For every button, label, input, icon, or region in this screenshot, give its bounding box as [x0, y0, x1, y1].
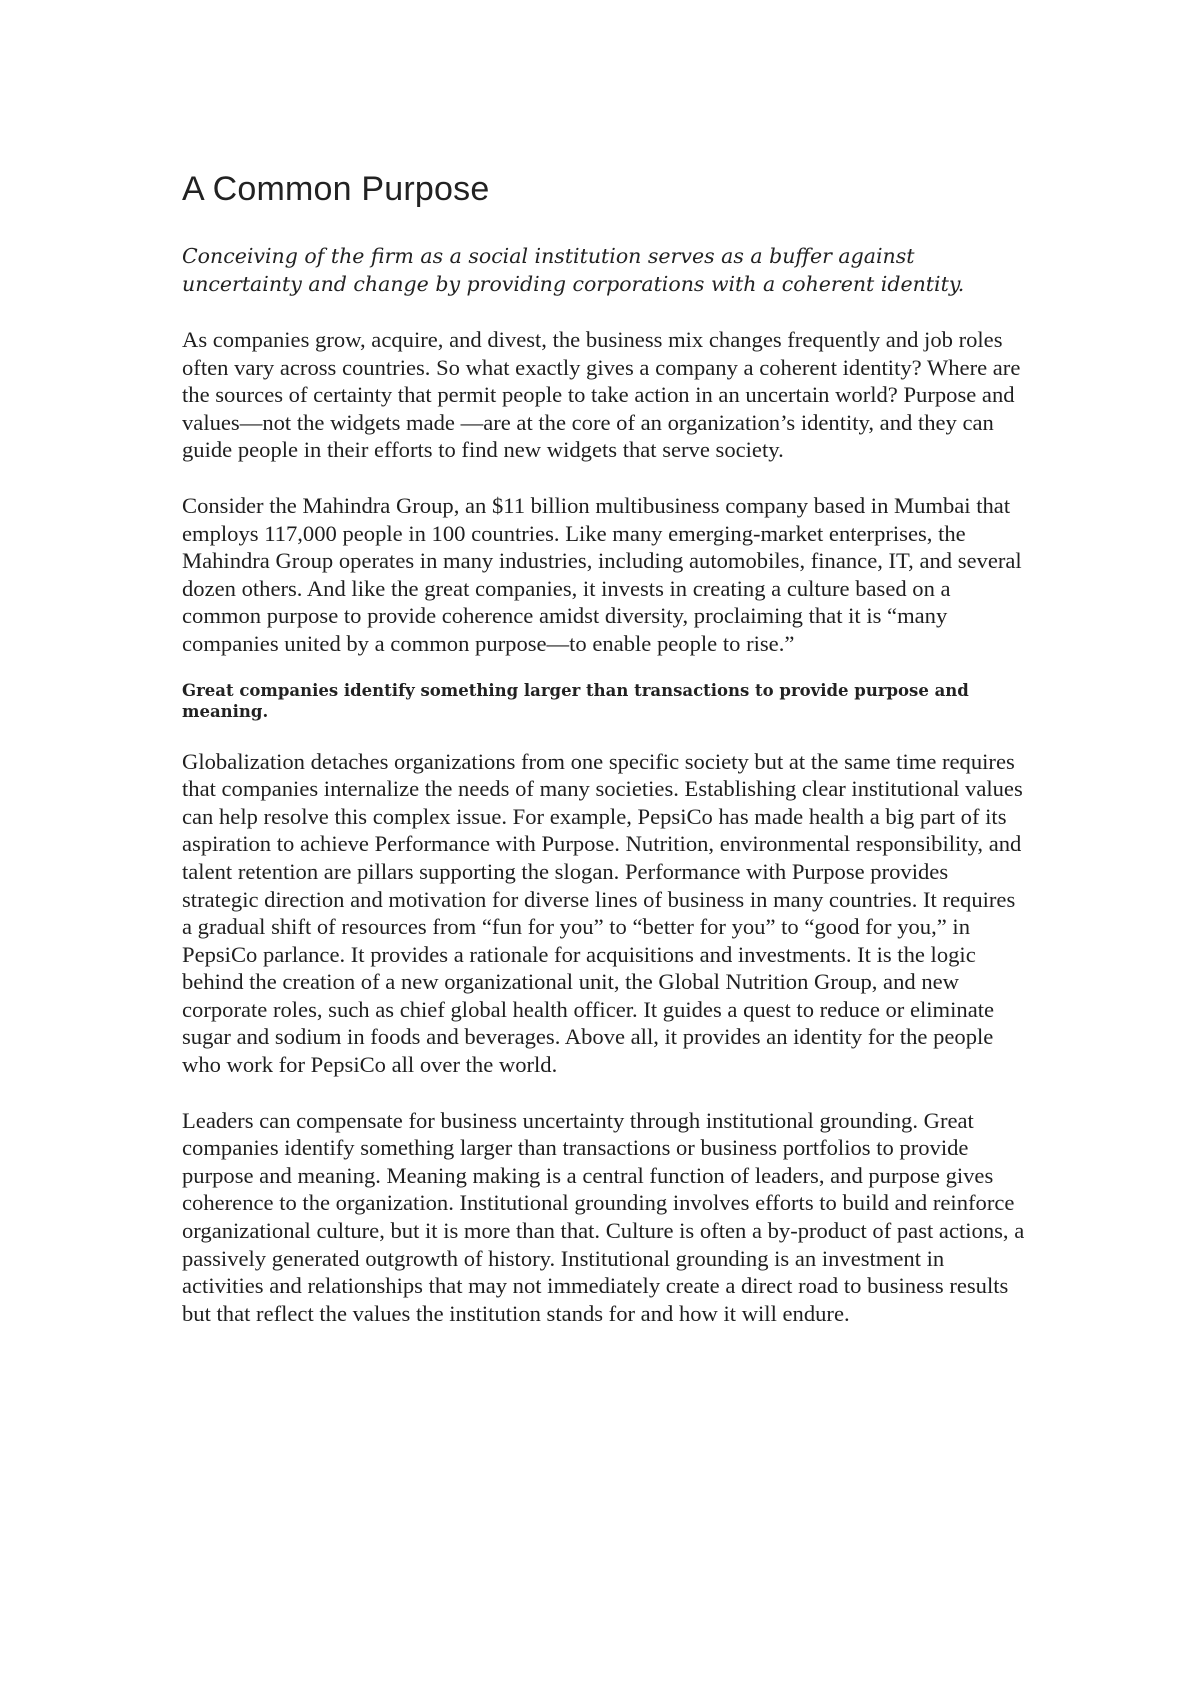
body-paragraph-4: Leaders can compensate for business uncertainty through institutional grounding. Great companies identify something larger than transactions or business portfolios to provide purpose and meaning. Meaning making is a central function of leaders, and purpose gives coherence to the organization. Institutional grounding involves efforts to build and reinforce organizational culture, but it is more than that. Culture is often a by-product of past actions, a passively generated outgrowth of history. Institutional grounding is an investment in activities and relationships that may not immediately create a direct road to business results but that reflect the values the institution stands for and how it will endure. [182, 1107, 1025, 1326]
pull-quote: Great companies identify something larger than transactions to provide purpose and meaning. [182, 680, 969, 721]
body-paragraph-1: As companies grow, acquire, and divest, the business mix changes frequently and job roles often vary across countries. So what exactly gives a company a coherent identity? Where are the sources of certainty that permit people to take action in an uncertain world? Purpose and values—not the widgets made —are at the core of an organization’s identity, and they can guide people in their efforts to find new widgets that serve society. [182, 327, 1021, 463]
body-paragraph-3: Globalization detaches organizations from one specific society but at the same time requires that companies internalize the needs of many societies. Establishing clear institutional values can help resolve this complex issue. For example, PepsiCo has made health a big part of its aspiration to achieve Performance with Purpose. Nutrition, environmental responsibility, and talent retention are pillars supporting the slogan. Performance with Purpose provides strategic direction and motivation for diverse lines of business in many countries. It requires a gradual shift of resources from “fun for you” to “better for you” to “good for you,” in PepsiCo parlance. It provides a rationale for acquisitions and investments. It is the logic behind the creation of a new organizational unit, the Global Nutrition Group, and new corporate roles, such as chief global health officer. It guides a quest to reduce or eliminate sugar and sodium in foods and beverages. Above all, it provides an identity for the people who work for PepsiCo all over the world. [182, 748, 1023, 1078]
article-dek: Conceiving of the firm as a social institution serves as a buffer against uncertainty and change by providing corporations with a coherent identity. [182, 244, 965, 296]
document-page [182, 170, 1030, 1355]
body-paragraph-2: Consider the Mahindra Group, an $11 billion multibusiness company based in Mumbai that employs 117,000 people in 100 countries. Like many emerging-market enterprises, the Mahindra Group operates in many industries, including automobiles, finance, IT, and several dozen others. And like the great companies, it invests in creating a culture based on a common purpose to provide coherence amidst diversity, proclaiming that it is “many companies united by a common purpose—to enable people to rise.” [182, 492, 1022, 656]
page-title: A Common Purpose [182, 170, 490, 208]
